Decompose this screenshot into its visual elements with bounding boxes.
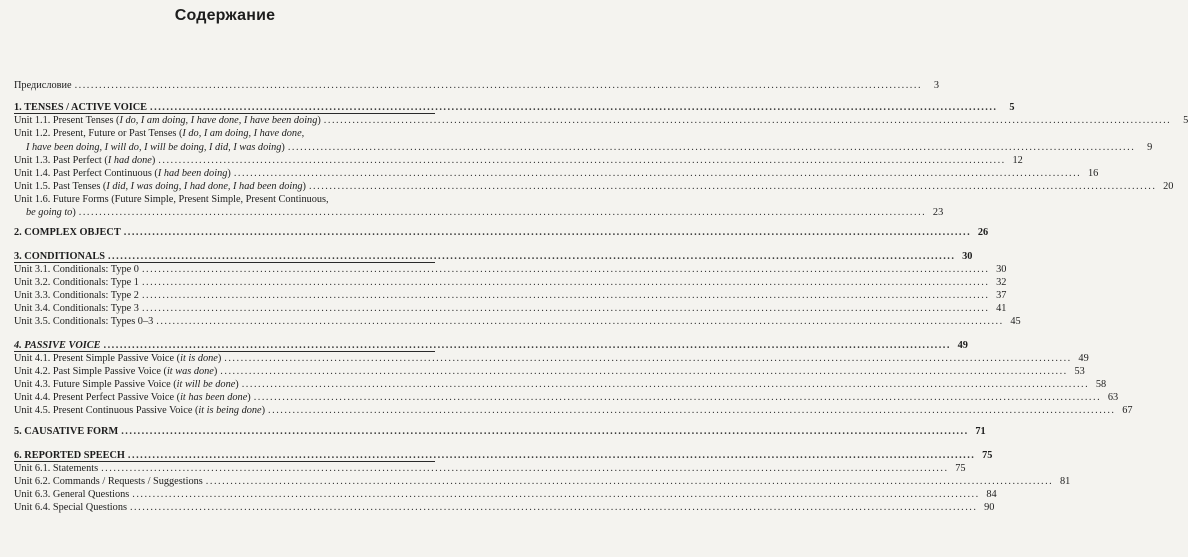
page-number: 26 [977,227,989,238]
dot-leader [75,79,922,93]
page-number: 90 [984,502,995,513]
page-number: 9 [1147,142,1153,153]
entry-title-text: Unit 6.3. General Questions [14,489,130,500]
dot-leader [121,425,968,439]
dot-leader [124,226,971,240]
page-number: 67 [1122,405,1133,416]
entry-title [14,315,153,329]
section-title: 4. PASSIVE VOICE [14,340,101,351]
section-title: 1. TENSES / ACTIVE VOICE [14,102,148,113]
dot-leader [142,302,989,316]
entry-example-forms: be going to [26,207,73,218]
page-number: 84 [986,489,997,500]
entry-title-text: Unit 3.1. Conditionals: Type 0 [14,264,139,275]
entry-title: Предисловие [14,80,72,91]
entry-example-forms: I do, I am doing, I have done, I have been doing [119,115,318,126]
toc-unit-entry [14,127,435,141]
toc-unit-entry [14,302,1007,316]
entry-title-text: Unit 3.2. Conditionals: Type 1 [14,277,139,288]
page-number: 32 [996,277,1007,288]
toc-unit-entry [14,276,1007,290]
entry-title [14,193,329,207]
toc-unit-entry [14,193,435,207]
toc-section-heading [14,425,986,439]
entry-title-text: Unit 4.5. Present Continuous Passive Voice ( [14,405,199,416]
dot-leader [142,289,989,303]
page-number: 53 [1074,366,1085,377]
page-number: 45 [1010,316,1021,327]
entry-title [14,167,231,181]
toc-unit-entry [14,315,1021,329]
page-number: 12 [1012,155,1023,166]
section-underline [14,461,435,462]
toc-unit-entry [14,488,997,502]
dot-leader [132,488,979,502]
section-title: 3. CONDITIONALS [14,251,105,262]
entry-example-forms: it will be done [176,379,236,390]
entry-title-text: Unit 3.4. Conditionals: Type 3 [14,303,139,314]
dot-leader [254,391,1101,405]
entry-example-forms: I do, I am doing, I have done, [182,128,305,139]
entry-title-suffix: ) [302,181,306,192]
entry-title [14,276,139,290]
dot-leader [156,315,1003,329]
toc-entry-continuation [14,141,1153,155]
page-number: 75 [955,463,966,474]
page-number: 3 [933,80,940,91]
page-number: 5 [1183,115,1188,126]
toc-unit-entry [14,501,995,515]
entry-title [14,114,321,128]
toc-unit-entry [14,154,1023,168]
page-number: 5 [1009,102,1015,113]
dot-leader [324,114,1171,128]
toc-unit-entry [14,475,1071,489]
entry-example-forms: I had been doing [157,168,228,179]
toc-unit-entry [14,365,1085,379]
entry-title-suffix: ) [247,392,251,403]
entry-example-forms: it was done [166,366,214,377]
entry-title-suffix: ) [235,379,239,390]
dot-leader [142,276,989,290]
entry-title [14,154,155,168]
entry-title [14,352,221,366]
dot-leader [101,462,948,476]
entry-title-suffix: ) [227,168,231,179]
entry-example-forms: I did, I was doing, I had done, I had been doing [106,181,303,192]
entry-title-text: Unit 3.5. Conditionals: Types 0–3 [14,316,154,327]
toc-unit-entry [14,378,1107,392]
section-underline [14,351,435,352]
page-number: 58 [1095,379,1107,390]
entry-title-suffix: ) [281,142,285,153]
entry-title-text: Unit 1.3. Past Perfect ( [14,155,108,166]
page-number: 41 [996,303,1007,314]
toc-section-heading [14,226,989,240]
entry-example-forms: it has been done [180,392,248,403]
page-number: 75 [982,450,993,461]
dot-leader [206,475,1053,489]
dot-leader [224,352,1071,366]
entry-title [14,365,217,379]
section-underline [14,113,435,114]
entry-title-suffix: ) [151,155,156,166]
entry-title-suffix: ) [217,353,222,364]
page-number: 63 [1107,392,1119,403]
entry-example-forms: I had done [107,155,152,166]
entry-example-forms: it is being done [198,405,262,416]
section-title: 2. COMPLEX OBJECT [14,227,121,238]
page-number: 16 [1087,168,1099,179]
section-title: 5. CAUSATIVE FORM [14,426,119,437]
toc-unit-entry [14,289,1007,303]
toc-unit-entry [14,167,1099,181]
entry-example-forms: I have been doing, I will do, I will be doing, I did, I was doing [26,142,282,153]
entry-title [14,141,285,155]
toc-unit-entry [14,404,1133,418]
page-number: 37 [996,290,1007,301]
entry-title-text: Unit 4.3. Future Simple Passive Voice ( [14,379,177,390]
dot-leader [158,154,1005,168]
dot-leader [242,378,1089,392]
entry-title [14,391,251,405]
entry-title [14,501,127,515]
toc-unit-entry [14,263,1007,277]
section-title: 6. REPORTED SPEECH [14,450,125,461]
section-underline [14,262,435,263]
page-number: 20 [1163,181,1174,192]
toc-unit-entry [14,114,1188,128]
dot-leader [234,167,1081,181]
entry-title [14,302,139,316]
entry-title-text: Unit 1.1. Present Tenses ( [14,115,120,126]
toc-unit-entry [14,391,1119,405]
entry-title-text: Unit 6.4. Special Questions [14,502,127,513]
entry-title [14,404,265,418]
entry-title [14,488,129,502]
dot-leader [309,180,1156,194]
entry-title-suffix: ) [261,405,266,416]
page-number: 30 [962,251,973,262]
toc-unit-entry [14,352,1089,366]
entry-title [14,180,306,194]
entry-example-forms: it is done [180,353,218,364]
entry-title-text: Unit 1.2. Present, Future or Past Tenses ( [14,128,183,139]
entry-title-text: Unit 4.2. Past Simple Passive Voice ( [14,366,167,377]
entry-title [14,378,239,392]
dot-leader [142,263,989,277]
dot-leader [268,404,1115,418]
entry-title-text: Unit 6.2. Commands / Requests / Suggestions [14,476,203,487]
dot-leader [79,206,926,220]
entry-title-suffix: ) [213,366,218,377]
page-number: 30 [996,264,1007,275]
entry-title-suffix: ) [317,115,321,126]
entry-title-text: Unit 1.6. Future Forms (Future Simple, Present Simple, Present Continuous, [14,194,329,205]
dot-leader [130,501,977,515]
toc-entry [14,79,940,93]
toc-unit-entry [14,462,966,476]
entry-title-text: Unit 6.1. Statements [14,463,99,474]
entry-title-suffix: ) [72,207,76,218]
entry-title-text: Unit 3.3. Conditionals: Type 2 [14,290,139,301]
entry-title [14,127,304,141]
entry-title-text: Unit 4.1. Present Simple Passive Voice ( [14,353,181,364]
dot-leader [220,365,1067,379]
entry-title [14,206,76,220]
dot-leader [288,141,1135,155]
page-number: 23 [932,207,944,218]
entry-title [14,263,139,277]
page-title: Содержание [174,7,276,24]
entry-title-text: Unit 1.4. Past Perfect Continuous ( [14,168,158,179]
entry-title [14,475,203,489]
toc-unit-entry [14,180,1174,194]
entry-title-text: Unit 4.4. Present Perfect Passive Voice ( [14,392,181,403]
entry-title-text: Unit 1.5. Past Tenses ( [14,181,107,192]
page-number: 81 [1059,476,1071,487]
toc-entry-continuation [14,206,944,220]
page-number: 71 [975,426,986,437]
entry-title [14,462,98,476]
page-number: 49 [1078,353,1089,364]
entry-title [14,289,139,303]
page-number: 49 [957,340,968,351]
